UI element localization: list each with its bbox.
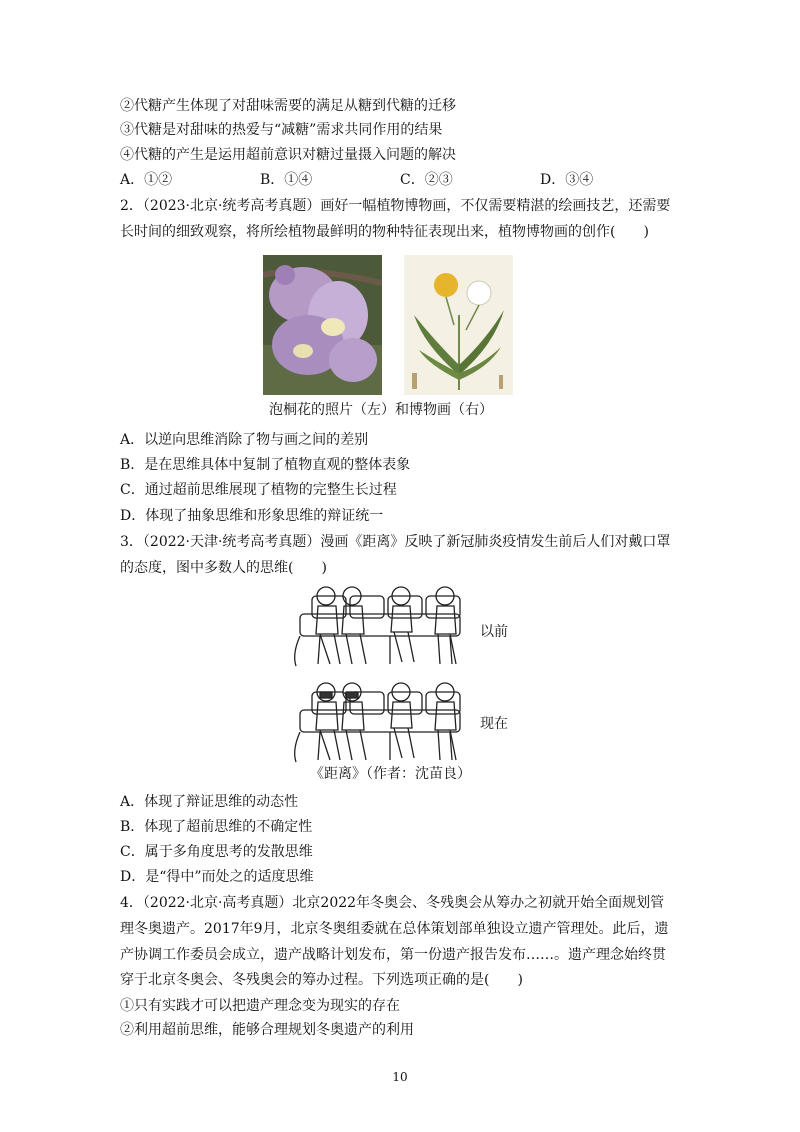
q2-stem-line1: 2．（2023·北京·统考高考真题）画好一幅植物博物画，不仅需要精湛的绘画技艺，还需要 [120,198,671,214]
dandelion-natural-history-painting [404,255,513,395]
q2-stem-line2: 长时间的细致观察，将所绘植物最鲜明的物种特征表现出来，植物博物画的创作( ) [120,224,649,240]
q1-option-a: A．①② [120,172,173,188]
q4-stem-line4: 穿于北京冬奥会、冬残奥会的筹办过程。下列选项正确的是( ) [120,972,523,988]
cartoon-now-panel [290,680,470,765]
q1-statement-4: ④代糖的产生是运用超前意识对糖过量摄入问题的解决 [120,147,456,163]
q1-statement-2: ②代糖产生体现了对甜味需要的满足从糖到代糖的迁移 [120,98,456,114]
q4-stem-line1: 4．（2022·北京·高考真题）北京2022年冬奥会、冬残奥会从筹办之初就开始全面规划管 [120,895,665,911]
q4-stem-line2: 理冬奥遗产。2017年9月，北京冬奥组委就在总体策划部单独设立遗产管理处。此后，遗 [120,921,669,937]
paulownia-flower-photo [263,255,382,395]
cartoon-before-panel [290,584,470,669]
label-before: 以前 [480,624,508,640]
q4-statement-1: ①只有实践才可以把遗产理念变为现实的存在 [120,998,400,1014]
q3-figure-caption: 《距离》（作者：沈苗良） [310,766,471,782]
q2-option-c: C．通过超前思维展现了植物的完整生长过程 [120,482,397,498]
q4-statement-2: ②利用超前思维，能够合理规划冬奥遗产的利用 [120,1022,414,1038]
q3-option-b: B．体现了超前思维的不确定性 [120,819,313,835]
q1-option-b: B．①④ [260,172,313,188]
q2-figure-caption: 泡桐花的照片（左）和博物画（右） [269,402,493,418]
q1-option-d: D．③④ [540,172,594,188]
q3-option-c: C．属于多角度思考的发散思维 [120,844,313,860]
label-now: 现在 [480,716,508,732]
q3-stem-line1: 3．（2022·天津·统考高考真题）漫画《距离》反映了新冠肺炎疫情发生前后人们对戴口罩 [120,534,671,550]
q2-option-a: A．以逆向思维消除了物与画之间的差别 [120,432,369,448]
page-number: 10 [392,1070,408,1084]
q2-option-b: B．是在思维具体中复制了植物直观的整体表象 [120,457,411,473]
q3-stem-line2: 的态度，图中多数人的思维( ) [120,560,327,576]
q3-option-d: D．是“得中”而处之的适度思维 [120,869,314,885]
q1-statement-3: ③代糖是对甜味的热爱与“减糖”需求共同作用的结果 [120,122,443,138]
q1-options [120,170,680,190]
q2-option-d: D．体现了抽象思维和形象思维的辩证统一 [120,508,384,524]
q1-option-c: C．②③ [400,172,453,188]
q3-option-a: A．体现了辩证思维的动态性 [120,794,299,810]
q4-stem-line3: 产协调工作委员会成立，遗产战略计划发布，第一份遗产报告发布……。遗产理念始终贯 [120,947,666,963]
